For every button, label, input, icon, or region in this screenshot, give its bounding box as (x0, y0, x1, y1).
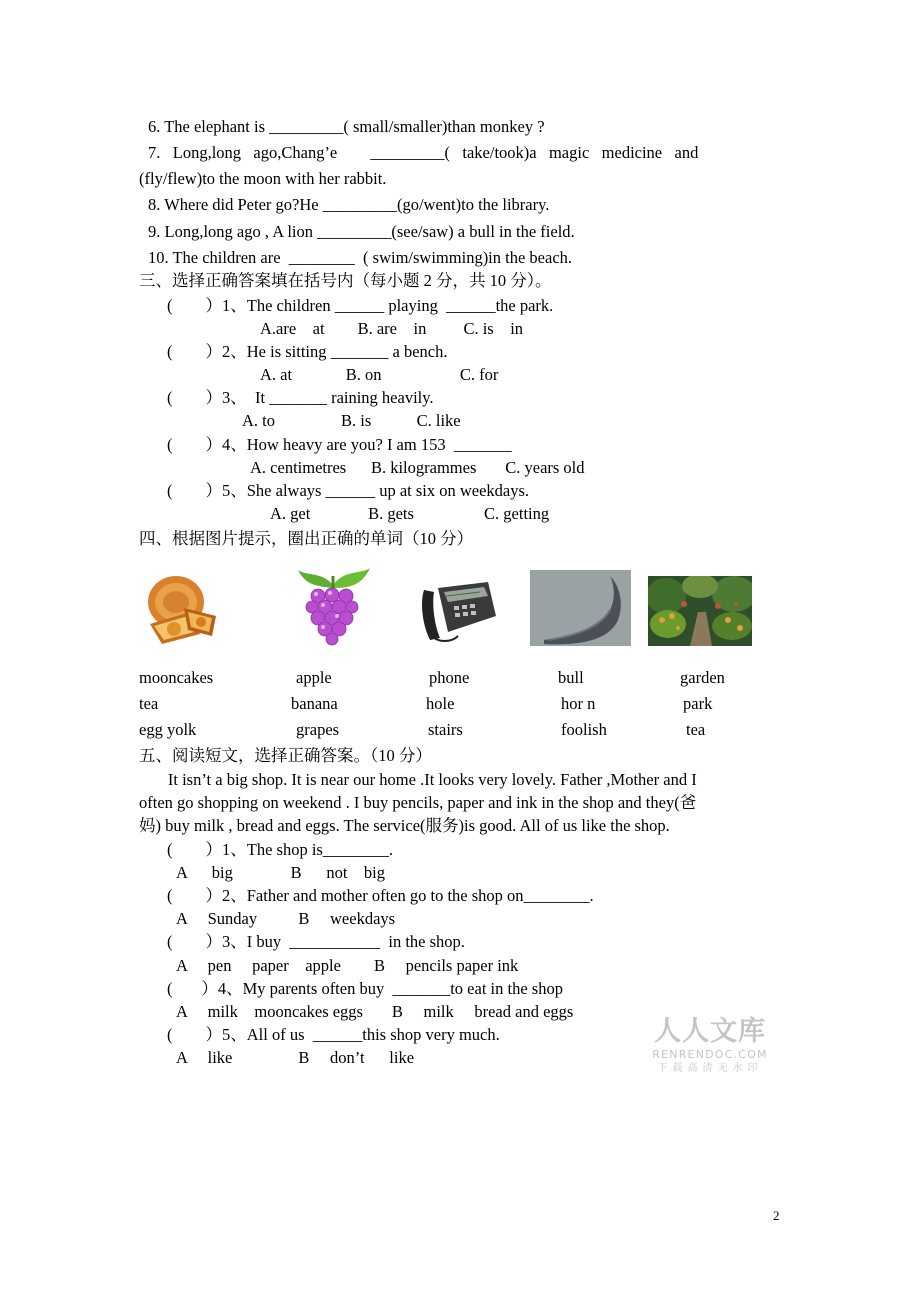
watermark-site: RENRENDOC.COM (652, 1048, 768, 1061)
word-foolish: foolish (561, 720, 607, 739)
s3-q2-options: A. at B. on C. for (260, 365, 499, 384)
s5-q1-stem: ( ）1、The shop is________. (167, 840, 393, 859)
s3-q5-options: A. get B. gets C. getting (270, 504, 550, 523)
passage-line3: 妈) buy milk , bread and eggs. The service(服务)is good. All of us like the shop. (139, 816, 670, 835)
horn-image (530, 570, 631, 646)
s5-q2-options: A Sunday B weekdays (176, 909, 396, 928)
word-bull: bull (558, 668, 584, 687)
question-6: 6. The elephant is _________( small/smaller)than monkey ? (148, 117, 545, 136)
s3-q4-stem: ( ）4、How heavy are you? I am 153 _______ (167, 435, 512, 454)
s5-q1-options: A big B not big (176, 863, 386, 882)
section5-heading: 五、阅读短文，选择正确答案。（10 分） (139, 746, 432, 765)
word-mooncakes: mooncakes (139, 668, 214, 687)
passage-line2: often go shopping on weekend . I buy pencils, paper and ink in the shop and they(爸 (139, 793, 697, 812)
passage-line1: It isn’t a big shop. It is near our home .It looks very lovely. Father ,Mother and I (139, 770, 697, 789)
word-egg-yolk: egg yolk (139, 720, 197, 739)
watermark-name: 人人文库 (654, 1016, 766, 1047)
garden-image (648, 576, 752, 646)
word-horn: hor n (561, 694, 596, 713)
phone-image (418, 574, 498, 646)
section4-heading: 四、根据图片提示，圈出正确的单词（10 分） (139, 529, 474, 548)
question-7-line1: 7. Long,long ago,Chang’e _________( take/took)a magic medicine and (148, 143, 699, 162)
s5-q5-options: A like B don’t like (176, 1048, 415, 1067)
word-park: park (683, 694, 713, 713)
question-9: 9. Long,long ago , A lion _________(see/saw) a bull in the field. (148, 222, 575, 241)
s3-q3-stem: ( ）3、 It _______ raining heavily. (167, 388, 434, 407)
s5-q4-options: A milk mooncakes eggs B milk bread and eggs (176, 1002, 574, 1021)
watermark (648, 1016, 772, 1076)
grapes-image (292, 566, 376, 648)
word-stairs: stairs (428, 720, 463, 739)
s5-q5-stem: ( ）5、All of us ______this shop very much. (167, 1025, 500, 1044)
word-hole: hole (426, 694, 455, 713)
question-8: 8. Where did Peter go?He _________(go/went)to the library. (148, 195, 550, 214)
s3-q1-options: A.are at B. are in C. is in (260, 319, 524, 338)
s3-q4-options: A. centimetres B. kilogrammes C. years old (250, 458, 585, 477)
s5-q2-stem: ( ）2、Father and mother often go to the shop on________. (167, 886, 594, 905)
word-tea: tea (139, 694, 159, 713)
word-tea-2: tea (686, 720, 706, 739)
question-7-line2: (fly/flew)to the moon with her rabbit. (139, 169, 387, 188)
s3-q5-stem: ( ）5、She always ______ up at six on weekdays. (167, 481, 530, 500)
s3-q3-options: A. to B. is C. like (242, 411, 461, 430)
page-number: 2 (773, 1208, 780, 1223)
word-banana: banana (291, 694, 338, 713)
section3-heading: 三、选择正确答案填在括号内（每小题 2 分，共 10 分）。 (139, 271, 552, 290)
s5-q3-stem: ( ）3、I buy ___________ in the shop. (167, 932, 465, 951)
word-grapes: grapes (296, 720, 340, 739)
question-10: 10. The children are ________ ( swim/swimming)in the beach. (148, 248, 573, 267)
s3-q1-stem: ( ）1、The children ______ playing ______the park. (167, 296, 554, 315)
mooncake-image (140, 572, 224, 646)
word-phone: phone (429, 668, 470, 687)
s3-q2-stem: ( ）2、He is sitting _______ a bench. (167, 342, 448, 361)
s5-q3-options: A pen paper apple B pencils paper ink (176, 956, 519, 975)
word-garden: garden (680, 668, 725, 687)
word-apple: apple (296, 668, 332, 687)
s5-q4-stem: ( ）4、My parents often buy _______to eat in the shop (167, 979, 563, 998)
watermark-slogan: 下载高清无水印 (657, 1063, 763, 1074)
